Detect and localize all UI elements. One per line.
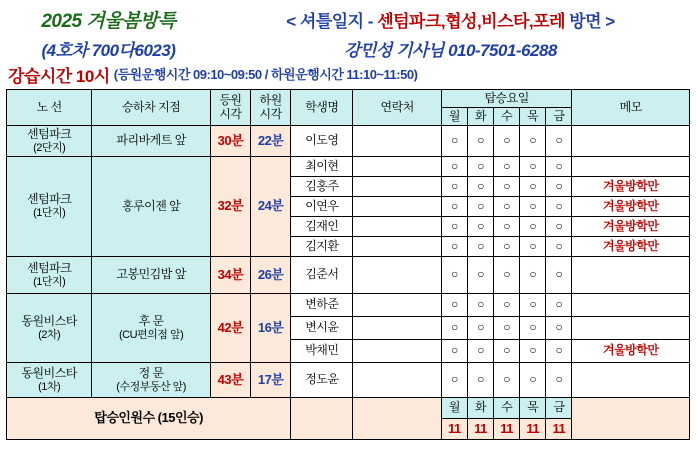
table-row <box>7 257 690 294</box>
shuttle-table <box>6 89 690 440</box>
memo-cell <box>572 157 690 177</box>
day-wed-cell[interactable]: ○ <box>494 294 520 317</box>
table-row <box>7 294 690 317</box>
col-day-thu: 목 <box>520 108 546 126</box>
stop-line1: 고봉민김밥 앞 <box>116 267 186 282</box>
day-mon-cell[interactable]: ○ <box>441 217 467 237</box>
route-line2: (1단지) <box>33 275 66 288</box>
day-wed-cell[interactable]: ○ <box>494 177 520 197</box>
day-wed-cell[interactable]: ○ <box>494 126 520 157</box>
total-spacer-student <box>291 398 353 440</box>
day-thu-cell[interactable]: ○ <box>520 340 546 363</box>
student-name-cell: 변하준 <box>291 294 353 317</box>
arrival-time-cell: 22분 <box>251 126 291 157</box>
route-title-prefix: < 셔틀일지 - <box>286 11 378 31</box>
day-fri-cell[interactable]: ○ <box>546 157 572 177</box>
day-wed-cell[interactable]: ○ <box>494 340 520 363</box>
header-row-title <box>6 4 690 34</box>
operation-times-note: (등원운행시간 09:10~09:50 / 하원운행시간 11:10~11:50) <box>113 67 418 82</box>
col-departure-time-line1: 등원 <box>219 92 242 107</box>
route-title <box>211 7 690 32</box>
day-thu-cell[interactable]: ○ <box>520 126 546 157</box>
route-line2: (2차) <box>38 328 61 341</box>
day-wed-cell[interactable]: ○ <box>494 197 520 217</box>
day-mon-cell[interactable]: ○ <box>441 257 467 294</box>
total-day-fri-header: 금 <box>546 398 572 419</box>
memo-cell: 겨울방학만 <box>572 237 690 257</box>
day-fri-cell[interactable]: ○ <box>546 177 572 197</box>
day-thu-cell[interactable]: ○ <box>520 237 546 257</box>
day-mon-cell[interactable]: ○ <box>441 126 467 157</box>
day-tue-cell[interactable]: ○ <box>467 217 493 237</box>
total-spacer-contact <box>353 398 441 440</box>
total-label-row <box>7 398 690 419</box>
bus-number: (4호차 700다6023) <box>41 40 176 60</box>
total-spacer-memo <box>572 398 690 440</box>
memo-cell <box>572 363 690 398</box>
day-thu-cell[interactable]: ○ <box>520 257 546 294</box>
total-day-mon-header: 월 <box>441 398 467 419</box>
total-count-mon: 11 <box>441 419 467 440</box>
student-name-cell: 김지환 <box>291 237 353 257</box>
total-count-thu: 11 <box>520 419 546 440</box>
memo-cell <box>572 317 690 340</box>
total-count-tue: 11 <box>467 419 493 440</box>
day-mon-cell[interactable]: ○ <box>441 177 467 197</box>
day-tue-cell[interactable]: ○ <box>467 340 493 363</box>
total-day-wed-header: 수 <box>494 398 520 419</box>
day-fri-cell[interactable]: ○ <box>546 257 572 294</box>
col-stop: 승하차 지점 <box>92 90 211 126</box>
day-thu-cell[interactable]: ○ <box>520 294 546 317</box>
contact-cell <box>353 294 441 317</box>
total-day-thu-header: 목 <box>520 398 546 419</box>
memo-cell: 겨울방학만 <box>572 340 690 363</box>
col-day-wed: 수 <box>494 108 520 126</box>
day-mon-cell[interactable]: ○ <box>441 363 467 398</box>
day-tue-cell[interactable]: ○ <box>467 126 493 157</box>
total-day-tue-header: 화 <box>467 398 493 419</box>
day-tue-cell[interactable]: ○ <box>467 257 493 294</box>
day-thu-cell[interactable]: ○ <box>520 197 546 217</box>
day-mon-cell[interactable]: ○ <box>441 237 467 257</box>
day-fri-cell[interactable]: ○ <box>546 317 572 340</box>
departure-time-cell: 30분 <box>210 126 250 157</box>
table-row <box>7 157 690 177</box>
route-line1: 동원비스타 <box>21 313 77 328</box>
table-body <box>7 126 690 440</box>
day-fri-cell[interactable]: ○ <box>546 126 572 157</box>
col-arrival-time-line2: 시각 <box>259 106 282 121</box>
route-cell <box>7 157 92 257</box>
route-title-accent: 센텀파크,협성,비스타,포레 <box>377 11 566 31</box>
day-fri-cell[interactable]: ○ <box>546 217 572 237</box>
student-name-cell: 정도윤 <box>291 363 353 398</box>
day-tue-cell[interactable]: ○ <box>467 197 493 217</box>
student-name-cell: 김홍주 <box>291 177 353 197</box>
day-wed-cell[interactable]: ○ <box>494 237 520 257</box>
day-tue-cell[interactable]: ○ <box>467 363 493 398</box>
day-wed-cell[interactable]: ○ <box>494 317 520 340</box>
departure-time-cell: 43분 <box>210 363 250 398</box>
student-name-cell: 최이현 <box>291 157 353 177</box>
route-line1: 센텀파크 <box>26 192 72 207</box>
day-fri-cell[interactable]: ○ <box>546 363 572 398</box>
stop-cell <box>92 294 211 363</box>
route-line2: (2단지) <box>33 141 66 154</box>
day-wed-cell[interactable]: ○ <box>494 257 520 294</box>
day-thu-cell[interactable]: ○ <box>520 363 546 398</box>
day-wed-cell[interactable]: ○ <box>494 363 520 398</box>
route-line1: 동원비스타 <box>21 365 77 380</box>
total-count-fri: 11 <box>546 419 572 440</box>
day-wed-cell[interactable]: ○ <box>494 217 520 237</box>
route-line2: (1차) <box>38 380 61 393</box>
memo-cell <box>572 257 690 294</box>
day-thu-cell[interactable]: ○ <box>520 177 546 197</box>
day-thu-cell[interactable]: ○ <box>520 157 546 177</box>
col-day-tue: 화 <box>467 108 493 126</box>
stop-line1: 홍루이젠 앞 <box>121 198 181 213</box>
col-boarding-days: 탑승요일 <box>441 90 572 108</box>
total-count-wed: 11 <box>494 419 520 440</box>
route-cell <box>7 126 92 157</box>
route-cell <box>7 294 92 363</box>
stop-cell <box>92 157 211 257</box>
col-day-mon: 월 <box>441 108 467 126</box>
day-tue-cell[interactable]: ○ <box>467 157 493 177</box>
day-tue-cell[interactable]: ○ <box>467 294 493 317</box>
arrival-time-cell: 24분 <box>251 157 291 257</box>
arrival-time-cell: 16분 <box>251 294 291 363</box>
student-name-cell: 이연우 <box>291 197 353 217</box>
col-departure-time <box>210 90 250 126</box>
lesson-time: 강습시간 10시 <box>8 66 110 86</box>
day-mon-cell[interactable]: ○ <box>441 157 467 177</box>
col-day-fri: 금 <box>546 108 572 126</box>
stop-line2: (수정부동산 앞) <box>116 380 186 393</box>
stop-cell <box>92 126 211 157</box>
day-thu-cell[interactable]: ○ <box>520 217 546 237</box>
day-mon-cell[interactable]: ○ <box>441 197 467 217</box>
header-row-1 <box>7 90 690 108</box>
memo-cell <box>572 126 690 157</box>
day-thu-cell[interactable]: ○ <box>520 317 546 340</box>
student-name-cell: 변시윤 <box>291 317 353 340</box>
col-route: 노 선 <box>7 90 92 126</box>
day-fri-cell[interactable]: ○ <box>546 294 572 317</box>
day-wed-cell[interactable]: ○ <box>494 157 520 177</box>
stop-line1: 정 문 <box>138 365 164 380</box>
day-tue-cell[interactable]: ○ <box>467 317 493 340</box>
memo-cell <box>572 294 690 317</box>
contact-cell <box>353 317 441 340</box>
header-row-lesson <box>6 62 690 86</box>
student-name-cell: 박채민 <box>291 340 353 363</box>
day-tue-cell[interactable]: ○ <box>467 177 493 197</box>
page-title: 2025 겨울봄방특 <box>41 10 176 32</box>
route-line2: (1단지) <box>33 207 66 220</box>
stop-line1: 후 문 <box>138 313 164 328</box>
contact-cell <box>353 217 441 237</box>
route-title-suffix: 방면 > <box>565 11 615 31</box>
student-name-cell: 김재인 <box>291 217 353 237</box>
departure-time-cell: 42분 <box>210 294 250 363</box>
col-student: 학생명 <box>291 90 353 126</box>
stop-cell <box>92 257 211 294</box>
student-name-cell: 이도영 <box>291 126 353 157</box>
arrival-time-cell: 17분 <box>251 363 291 398</box>
contact-cell <box>353 363 441 398</box>
contact-cell <box>353 177 441 197</box>
header-row-bus <box>6 34 690 62</box>
route-line1: 센텀파크 <box>26 260 72 275</box>
contact-cell <box>353 157 441 177</box>
driver-info: 강민성 기사님 010-7501-6288 <box>344 40 557 60</box>
memo-cell: 겨울방학만 <box>572 177 690 197</box>
col-departure-time-line2: 시각 <box>219 106 242 121</box>
departure-time-cell: 32분 <box>210 157 250 257</box>
arrival-time-cell: 26분 <box>251 257 291 294</box>
contact-cell <box>353 257 441 294</box>
total-label: 탑승인원수 (15인승) <box>7 398 291 440</box>
memo-cell: 겨울방학만 <box>572 217 690 237</box>
col-memo: 메모 <box>572 90 690 126</box>
route-cell <box>7 363 92 398</box>
col-contact: 연락처 <box>353 90 441 126</box>
col-arrival-time <box>251 90 291 126</box>
table-row <box>7 363 690 398</box>
table-header <box>7 90 690 126</box>
route-line1: 센텀파크 <box>26 126 72 141</box>
student-name-cell: 김준서 <box>291 257 353 294</box>
stop-cell <box>92 363 211 398</box>
day-mon-cell[interactable]: ○ <box>441 294 467 317</box>
contact-cell <box>353 340 441 363</box>
contact-cell <box>353 197 441 217</box>
contact-cell <box>353 237 441 257</box>
table-row <box>7 126 690 157</box>
day-fri-cell[interactable]: ○ <box>546 197 572 217</box>
departure-time-cell: 34분 <box>210 257 250 294</box>
memo-cell: 겨울방학만 <box>572 197 690 217</box>
contact-cell <box>353 126 441 157</box>
stop-line2: (CU편의점 앞) <box>118 328 184 341</box>
day-fri-cell[interactable]: ○ <box>546 237 572 257</box>
day-mon-cell[interactable]: ○ <box>441 340 467 363</box>
stop-line1: 파리바게트 앞 <box>116 133 186 148</box>
route-cell <box>7 257 92 294</box>
day-mon-cell[interactable]: ○ <box>441 317 467 340</box>
day-fri-cell[interactable]: ○ <box>546 340 572 363</box>
day-tue-cell[interactable]: ○ <box>467 237 493 257</box>
col-arrival-time-line1: 하원 <box>259 92 282 107</box>
